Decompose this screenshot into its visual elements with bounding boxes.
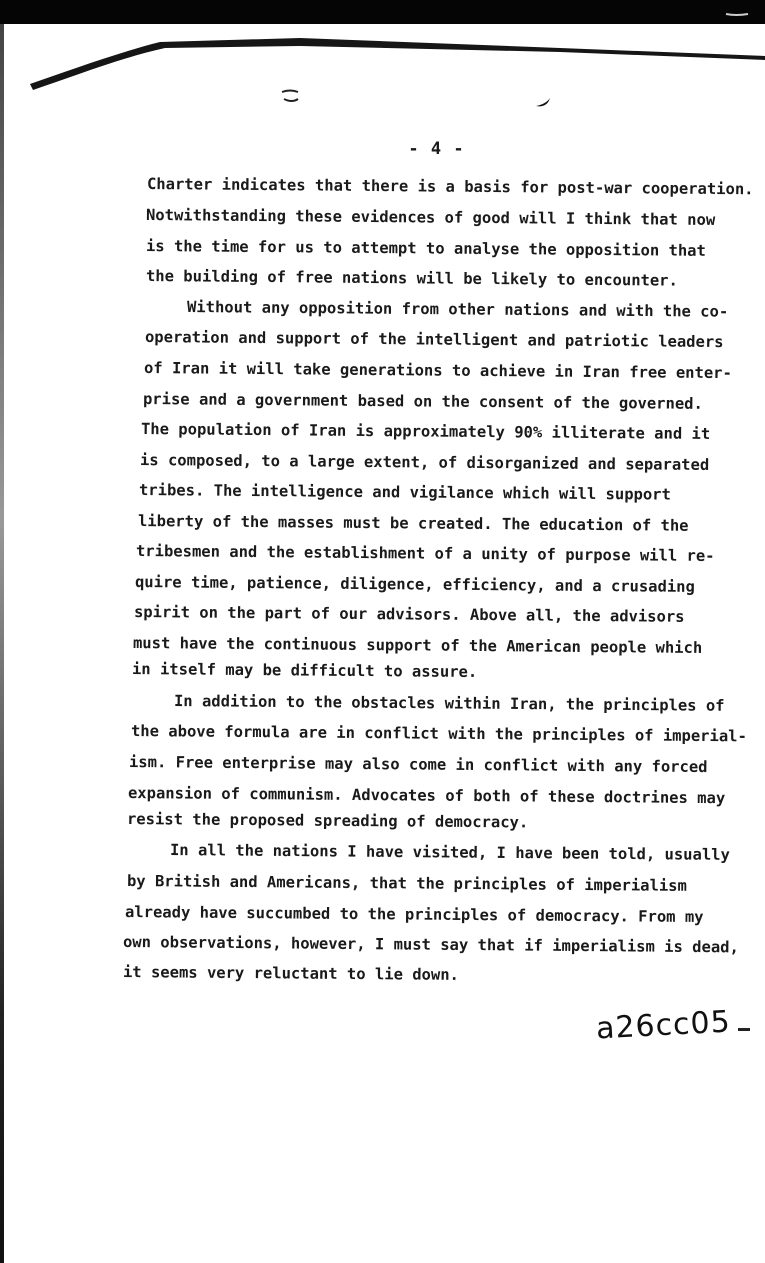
page-number: - 4 - (408, 139, 465, 159)
text-line: The population of Iran is approximately 90% illiterate and it (140, 420, 711, 443)
text-line: expansion of communism. Advocates of both of these doctrines may (127, 784, 726, 808)
text-line: quire time, patience, diligence, efficiency, and a crusading (134, 573, 695, 596)
text-line: in itself may be difficult to assure. (131, 660, 478, 682)
text-line: operation and support of the intelligent and patriotic leaders (144, 328, 724, 352)
text-line: it seems very reluctant to lie down. (122, 963, 460, 984)
text-line: In addition to the obstacles within Iran, the principles of (173, 692, 725, 715)
handwritten-dash (738, 1028, 750, 1031)
text-line: the building of free nations will be likely to encounter. (145, 267, 678, 290)
handwritten-reference-number: a26cc05 (595, 1004, 732, 1047)
text-line: tribes. The intelligence and vigilance which will support (138, 481, 671, 504)
text-line: must have the continuous support of the American people which (132, 634, 703, 657)
text-line: of Iran it will take generations to achieve in Iran free enter- (143, 359, 732, 383)
text-line: the above formula are in conflict with the principles of imperial- (130, 722, 747, 746)
text-line: by British and Americans, that the principles of imperialism (126, 872, 687, 895)
text-line: tribesmen and the establishment of a unity of purpose will re- (135, 542, 715, 566)
scan-left-edge (0, 24, 4, 1263)
text-line: In all the nations I have visited, I have been told, usually (169, 841, 730, 864)
text-line: prise and a government based on the consent of the governed. (142, 390, 703, 413)
text-line: Charter indicates that there is a basis for post-war cooperation. (146, 175, 754, 199)
text-line: ism. Free enterprise may also come in conflict with any forced (128, 753, 708, 777)
text-line: already have succumbed to the principles of democracy. From my (124, 903, 704, 927)
text-line: spirit on the part of our advisors. Above all, the advisors (133, 603, 685, 626)
text-line: Notwithstanding these evidences of good will I think that now (145, 206, 716, 229)
text-line: resist the proposed spreading of democracy. (126, 810, 529, 832)
text-line: is composed, to a large extent, of disorganized and separated (139, 451, 710, 474)
text-line: is the time for us to attempt to analyse the opposition that (145, 237, 706, 260)
text-line: own observations, however, I must say that if imperialism is dead, (122, 933, 739, 957)
text-line: liberty of the masses must be created. The education of the (137, 512, 689, 535)
text-line: Without any opposition from other nations and with the co- (186, 298, 729, 321)
scan-artifact-streak (0, 0, 765, 120)
